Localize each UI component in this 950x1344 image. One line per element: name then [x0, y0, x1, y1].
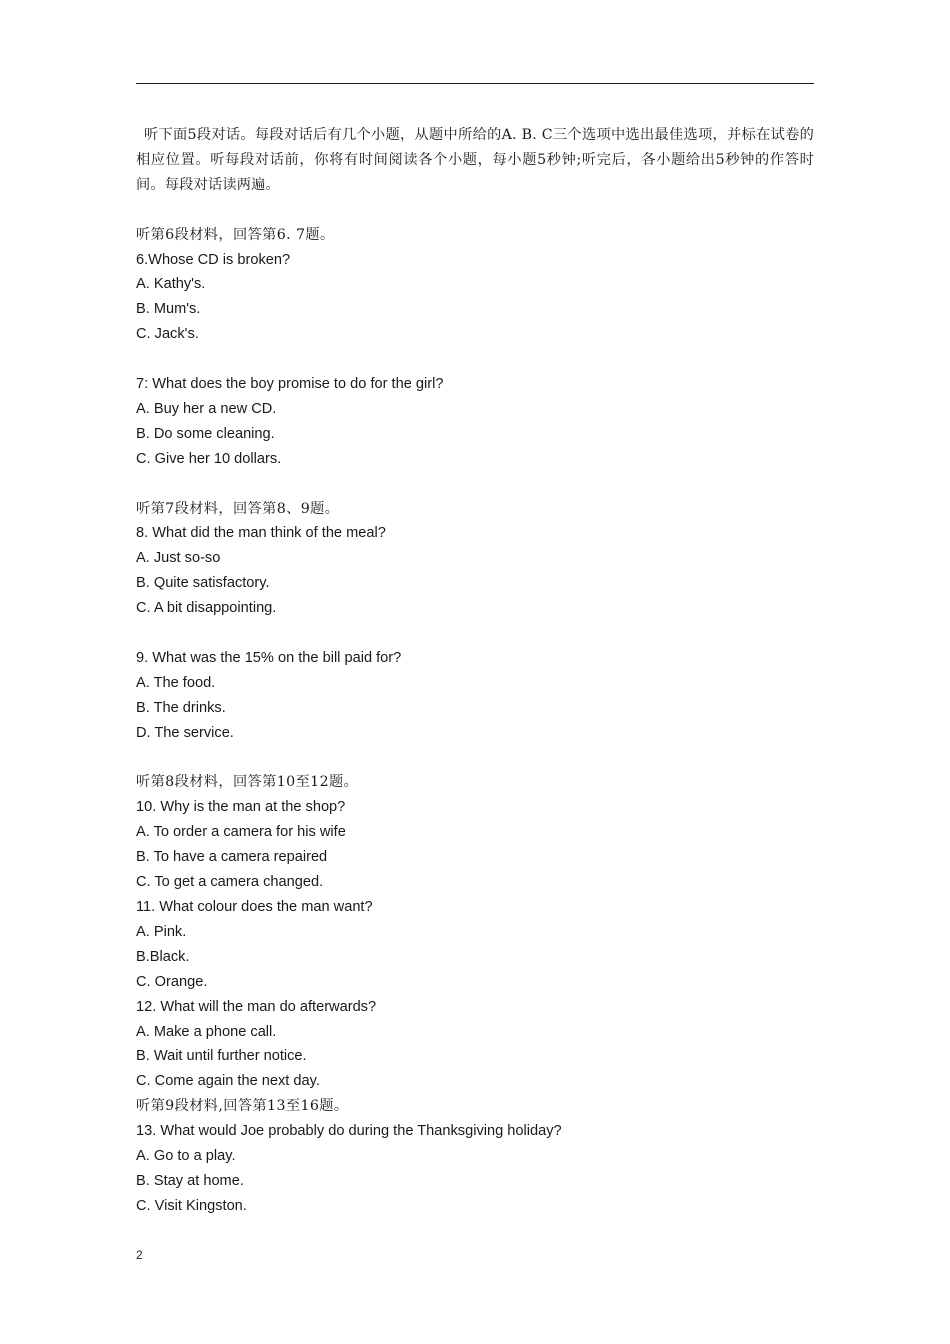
question-stem: 6.Whose CD is broken? — [136, 251, 291, 268]
option-b: B. Stay at home. — [136, 1172, 244, 1189]
page-number: 2 — [136, 1248, 143, 1262]
question-stem: 13. What would Joe probably do during the Thanksgiving holiday? — [136, 1123, 562, 1140]
question-stem: 11. What colour does the man want? — [136, 899, 373, 916]
question-stem: 12. What will the man do afterwards? — [136, 998, 377, 1015]
section-material-8 — [136, 770, 814, 1094]
option-b: B. Wait until further notice. — [136, 1048, 307, 1065]
question-stem: 9. What was the 15% on the bill paid for? — [136, 649, 402, 666]
option-c: C. Come again the next day. — [136, 1073, 320, 1090]
section-material-7 — [136, 497, 814, 746]
question-stem: 7: What does the boy promise to do for the girl? — [136, 376, 444, 393]
option-c: C. Jack's. — [136, 326, 199, 343]
question-12 — [136, 995, 814, 1095]
question-10 — [136, 795, 814, 895]
document-body — [136, 123, 814, 1219]
section-heading: 听第9段材料,回答第13至16题。 — [136, 1098, 349, 1115]
option-c: C. Visit Kingston. — [136, 1197, 247, 1214]
option-a: A. Kathy's. — [136, 276, 206, 293]
option-c: C. Orange. — [136, 973, 208, 990]
option-b: B. To have a camera repaired — [136, 849, 328, 866]
option-b: B. Quite satisfactory. — [136, 575, 270, 592]
section-heading: 听第8段材料，回答第10至12题。 — [136, 774, 359, 791]
option-c: C. Give her 10 dollars. — [136, 450, 282, 467]
option-b: B.Black. — [136, 948, 190, 965]
option-c: C. To get a camera changed. — [136, 874, 324, 891]
option-a: A. To order a camera for his wife — [136, 824, 346, 841]
option-c: C. A bit disappointing. — [136, 600, 277, 617]
question-7 — [136, 372, 814, 472]
question-stem: 10. Why is the man at the shop? — [136, 799, 346, 816]
option-a: A. Pink. — [136, 923, 187, 940]
section-heading: 听第7段材料，回答第8、9题。 — [136, 500, 340, 517]
section-material-6 — [136, 223, 814, 472]
section-heading: 听第6段材料，回答第6. 7题。 — [136, 226, 335, 243]
question-11 — [136, 895, 814, 995]
question-13 — [136, 1119, 814, 1219]
option-a: A. Buy her a new CD. — [136, 400, 277, 417]
option-a: A. Just so-so — [136, 550, 221, 567]
question-6 — [136, 248, 814, 348]
option-a: A. Make a phone call. — [136, 1023, 277, 1040]
option-b: B. Do some cleaning. — [136, 425, 275, 442]
option-a: A. Go to a play. — [136, 1148, 236, 1165]
question-8 — [136, 521, 814, 621]
option-a: A. The food. — [136, 674, 216, 691]
question-9 — [136, 646, 814, 746]
instructions-paragraph: 听下面5段对话。每段对话后有几个小题，从题中所给的A. B. C三个选项中选出最佳选项，并标在试卷的相应位置。听每段对话前，你将有时间阅读各个小题，每小题5秒钟;听完后，各小题给出5秒钟的作答时间。每段对话读两遍。 — [136, 127, 814, 193]
header-rule — [136, 83, 814, 84]
option-b: B. Mum's. — [136, 301, 201, 318]
question-stem: 8. What did the man think of the meal? — [136, 525, 386, 542]
option-d: D. The service. — [136, 724, 234, 741]
option-b: B. The drinks. — [136, 699, 226, 716]
section-material-9 — [136, 1094, 814, 1219]
